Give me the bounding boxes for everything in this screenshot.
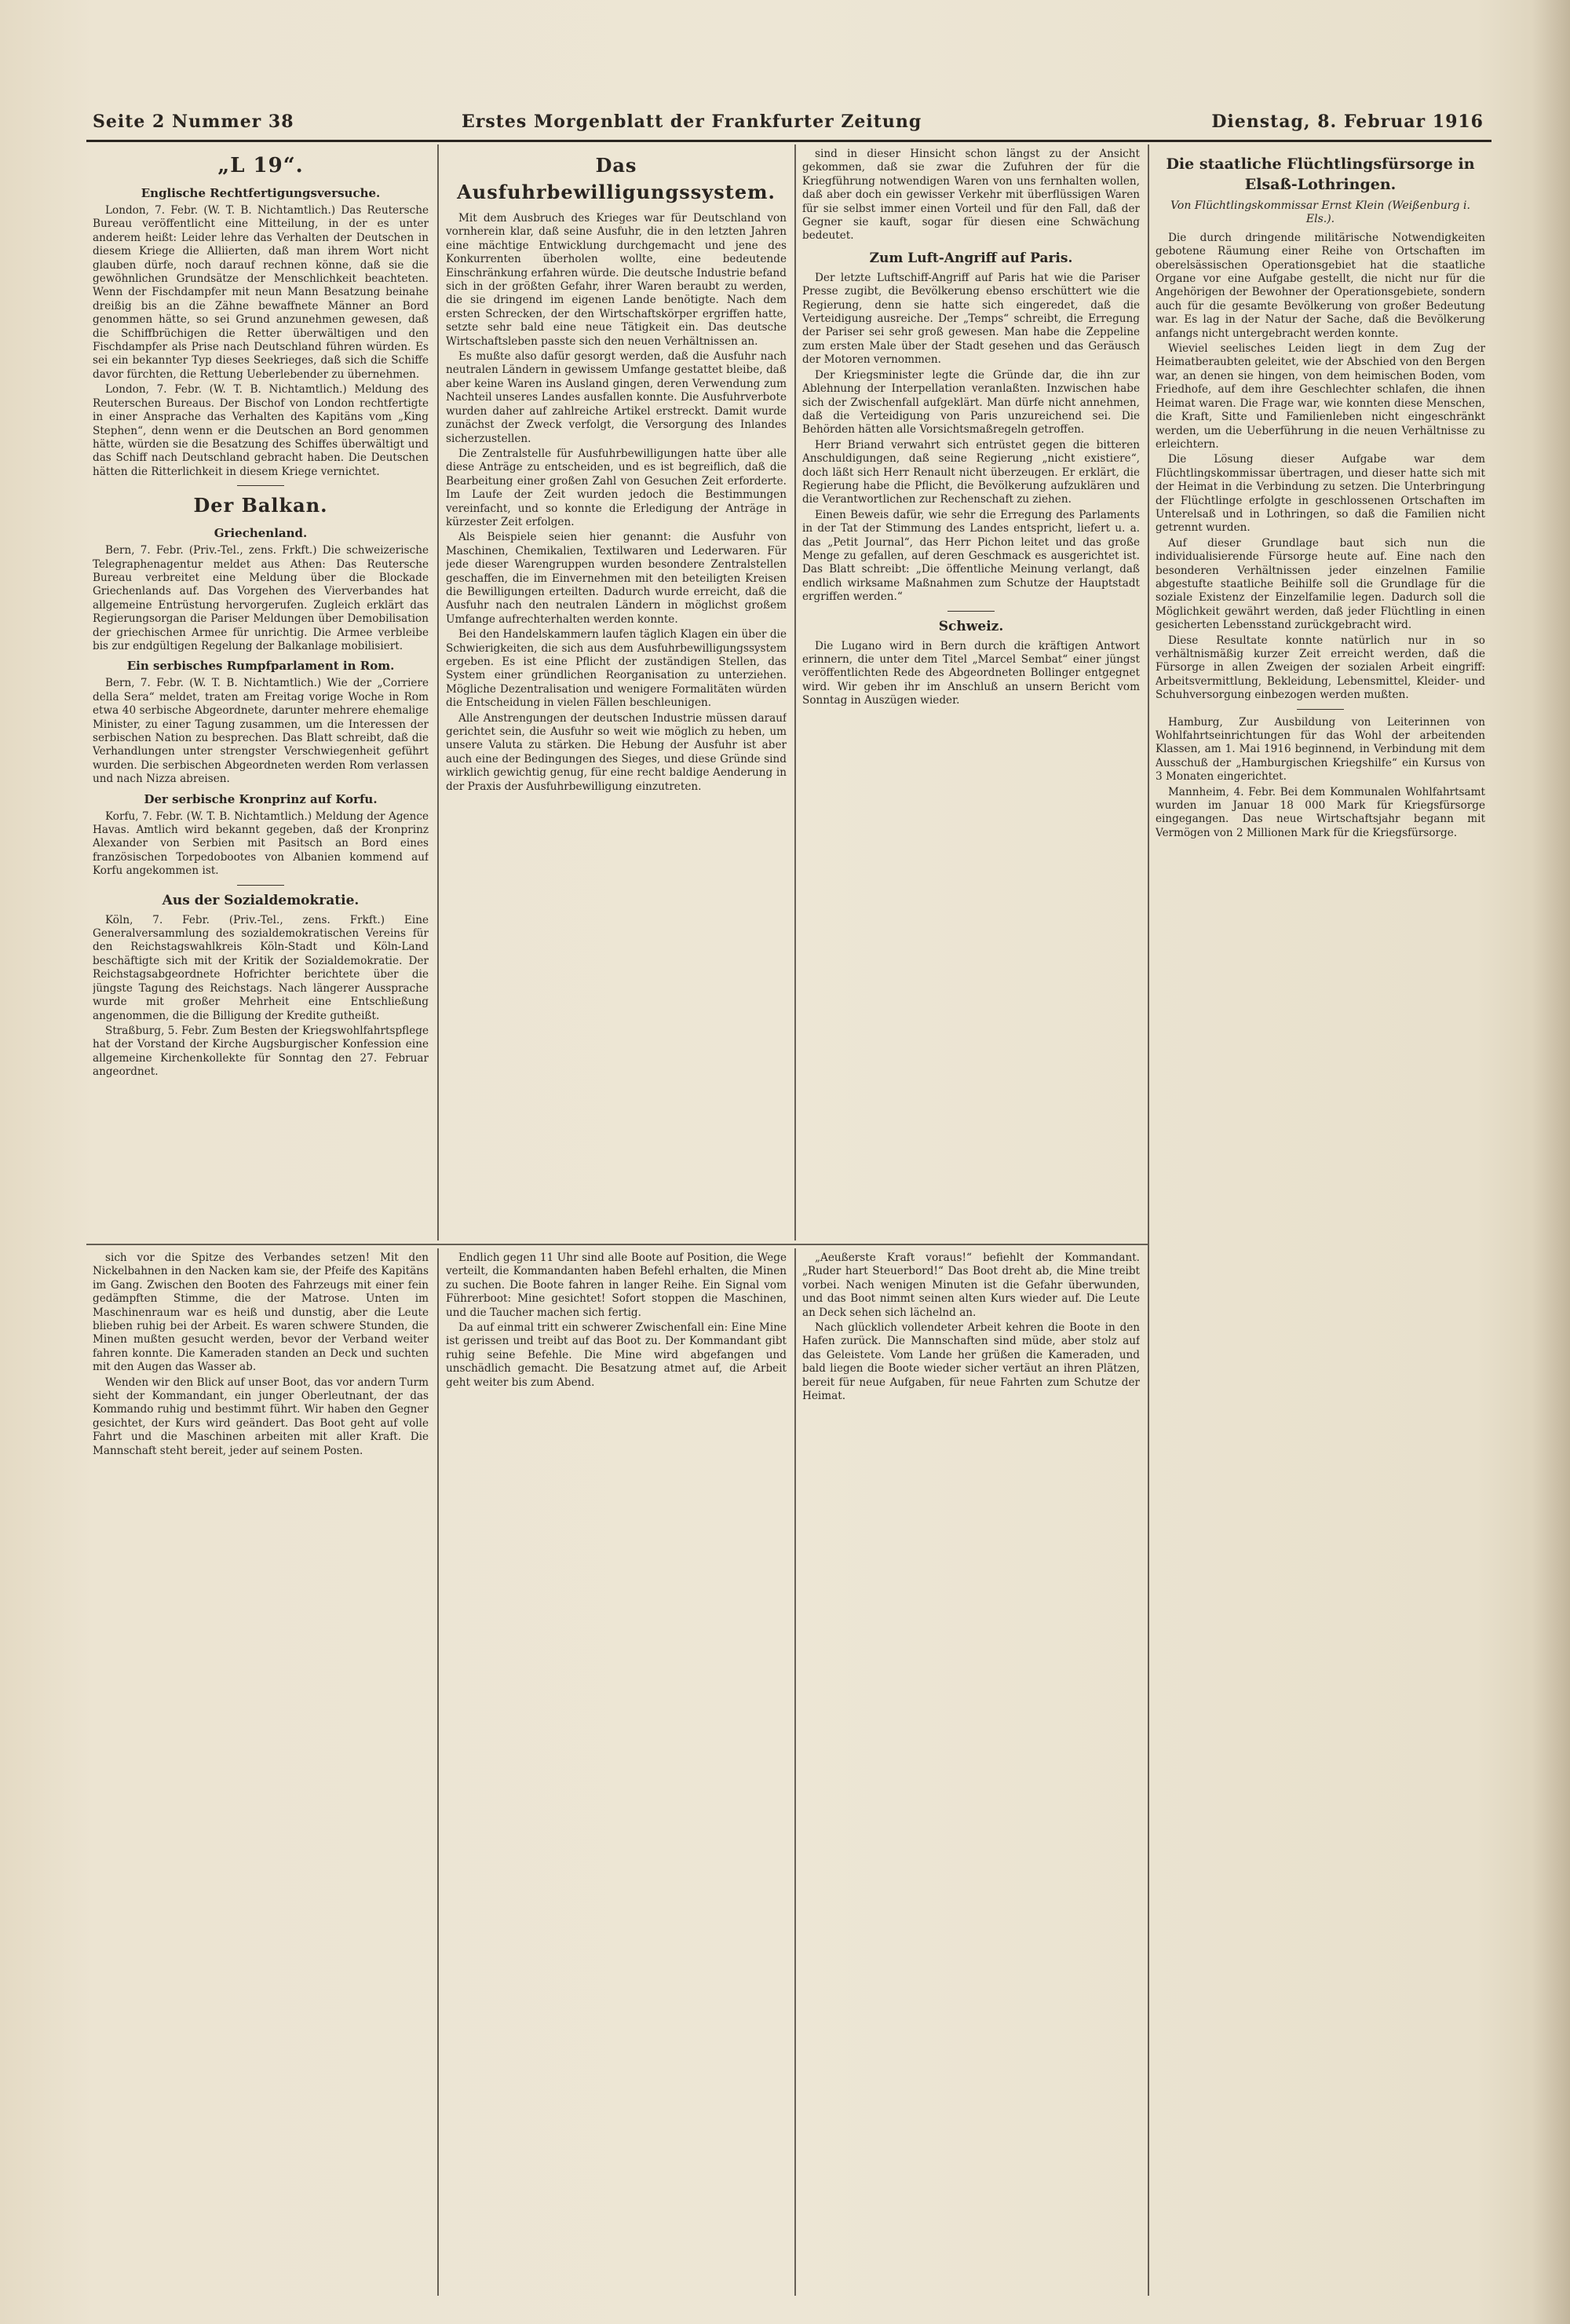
column-rule — [437, 1248, 439, 2296]
column-rule — [1148, 144, 1149, 2296]
feuilleton-column-3 — [802, 1252, 1140, 2296]
article-title: Das Ausfuhrbewilligungssystem. — [457, 154, 776, 203]
column-2 — [446, 148, 787, 1237]
article-paragraph: Herr Briand verwahrt sich entrüstet gegen die bitteren Anschuldigungen, daß seine Regierung „nicht existiere“, doch läßt sich Herr Renault nicht überzeugen. Er erklärt, die Regierung habe die Pflicht, die Bevölkerung aufzuklären und die Verantwortlichen zur Rechenschaft zu ziehen. — [802, 438, 1140, 506]
article-paragraph: Als Beispiele seien hier genannt: die Ausfuhr von Maschinen, Chemikalien, Textilwaren und Lederwaren. Für jede dieser Warengruppen wurden besondere Zentralstellen geschaffen, die im Einvernehmen mit den beteiligten Kreisen die Bewilligungen erteilten. Dadurch wurde erreicht, daß die Ausfuhr nach den neutralen Ländern in möglichst großem Umfange aufrechterhalten werden konnte. — [446, 531, 787, 626]
page-edge-shadow — [1532, 0, 1570, 2324]
article-paragraph: London, 7. Febr. (W. T. B. Nichtamtlich.) Das Reutersche Bureau veröffentlicht eine Mitteilung, in der es unter anderem heißt: Leider lehre das Verhalten der Deutschen in diesem Kriege die Alliierten, daß man ihrem Wort nicht glauben dürfe, noch darauf rechnen könne, daß sie die gewöhnlichen Grundsätze der Menschlichkeit beachteten. Wenn der Fischdampfer mit neun Mann Besatzung beinahe dreißig bis an die Zähne bewaffnete Männer an Bord genommen hätte, so sei Grund anzunehmen gewesen, daß die Schiffbrüchigen die Retter überwältigen und den Fischdampfer als Prise nach Deutschland führen würden. Es sei ein bekannter Typ dieses Seekrieges, daß sich die Schiffe davor fürchten, die Rettung Ueberlebender zu übernehmen. — [93, 204, 429, 381]
feuilleton-paragraph: Nach glücklich vollendeter Arbeit kehren die Boote in den Hafen zurück. Die Mannschaften sind müde, aber stolz auf das Geleistete. Vom Lande her grüßen die Kameraden, und bald liegen die Boote wieder sicher vertäut an ihren Plätzen, bereit für neue Aufgaben, für neue Fahrten zum Schutze der Heimat. — [802, 1321, 1140, 1403]
article-paragraph: Bern, 7. Febr. (W. T. B. Nichtamtlich.) Wie der „Corriere della Sera“ meldet, traten am Freitag vorige Woche in Rom etwa 40 serbische Abgeordnete, darunter mehrere ehemalige Minister, zu einer Tagung zusammen, um die Interessen der serbischen Nation zu besprechen. Das Blatt schreibt, daß die Verhandlungen unter strengster Verschwiegenheit geführt wurden. Die serbischen Abgeordneten werden Rom verlassen und nach Nizza abreisen. — [93, 677, 429, 786]
article-subtitle: Der serbische Kronprinz auf Korfu. — [144, 791, 378, 806]
article-paragraph: Hamburg, Zur Ausbildung von Leiterinnen von Wohlfahrtseinrichtungen für das Wohl der arbeitenden Klassen, am 1. Mai 1916 beginnend, in Verbindung mit dem Ausschuß der „Hamburgischen Kriegshilfe“ ein Kursus von 3 Monaten eingerichtet. — [1156, 715, 1485, 784]
article-paragraph: Die Lugano wird in Bern durch die kräftigen Antwort erinnern, die unter dem Titel „Marcel Sembat“ einer jüngst veröffentlichten Rede des Abgeordneten Bollinger entgegnet wird. Wir geben ihr im Anschluß an unsern Bericht vom Sonntag in Auszügen wieder. — [802, 639, 1140, 707]
feuilleton-paragraph: Wenden wir den Blick auf unser Boot, das vor andern Turm sieht der Kommandant, ein junger Oberleutnant, der das Kommando ruhig und bestimmt führt. Wir haben den Gegner gesichtet, der Kurs wird geändert. Das Boot geht auf volle Fahrt und die Maschinen arbeiten mit aller Kraft. Die Mannschaft steht bereit, jeder auf seinem Posten. — [93, 1376, 429, 1457]
article-paragraph: Bern, 7. Febr. (Priv.-Tel., zens. Frkft.) Die schweizerische Telegraphenagentur meldet aus Athen: Das Reutersche Bureau verbreitet eine Meldung über die Blockade Griechenlands auf. Das Vorgehen des Vierverbandes hat allgemeine Entrüstung hervorgerufen. Zugleich erklärt das Regierungsorgan die Pariser Meldungen über Demobilisation der griechischen Armee für unrichtig. Die Armee verbleibe bis zur endgültigen Regelung der Balkanlage mobilisiert. — [93, 544, 429, 652]
feuilleton-paragraph: sich vor die Spitze des Verbandes setzen! Mit den Nickelbahnen in den Nacken kam sie, der Pfeife des Kapitäns im Gang. Zwischen den Booten des Fahrzeugs mit einer fein gedämpften Stimme, die der Matrose. Unten im Maschinenraum war es heiß und dunstig, aber die Leute blieben ruhig bei der Arbeit. Es waren schwere Stunden, die Minen mußten gesucht werden, bevor der Verband weiter fahren konnte. Die Kameraden standen an Deck und suchten mit den Augen das Wasser ab. — [93, 1252, 429, 1374]
article-paragraph: Auf dieser Grundlage baut sich nun die individualisierende Fürsorge heute auf. Eine nach den besonderen Verhältnissen jeder einzelnen Familie abgestufte staatliche Beihilfe soll die Grundlage für die soziale Existenz der Einzelfamilie legen. Dadurch soll die Möglichkeit gewährt werden, daß jeder Flüchtling in einen gesicherten Lebensstand zurückgebracht wird. — [1156, 536, 1485, 632]
article-subtitle: Englische Rechtfertigungsversuche. — [141, 186, 381, 200]
feuilleton-paragraph: „Aeußerste Kraft voraus!“ befiehlt der Kommandant. „Ruder hart Steuerbord!“ Das Boot dreht ab, die Mine treibt vorbei. Nach wenigen Minuten ist die Gefahr überwunden, und das Boot nimmt seinen alten Kurs wieder auf. Die Leute an Deck sehen sich lächelnd an. — [802, 1252, 1140, 1319]
article-title: Die staatliche Flüchtlingsfürsorge in Elsaß-Lothringen. — [1166, 155, 1475, 193]
column-4 — [1156, 148, 1485, 2296]
article-byline: Von Flüchtlingskommissar Ernst Klein (Weißenburg i. Els.). — [1170, 199, 1470, 226]
article-paragraph: Einen Beweis dafür, wie sehr die Erregung des Parlaments in der Tat der Stimmung des Landes entspricht, liefert u. a. das „Petit Journal“, das Herr Pichon leitet und das große Menge zu gefallen, auf deren Geschmack es ausgerichtet ist. Das Blatt schreibt: „Die öffentliche Meinung verlangt, daß endlich wirksame Maßnahmen zum Schutze der Hauptstadt ergriffen werden.“ — [802, 508, 1140, 604]
feuilleton-rule — [86, 1244, 1148, 1245]
separator — [1297, 709, 1344, 710]
column-rule — [437, 144, 439, 1241]
feuilleton-paragraph: Da auf einmal tritt ein schwerer Zwischenfall ein: Eine Mine ist gerissen und treibt auf das Boot zu. Der Kommandant gibt ruhig seine Befehle. Die Mine wird abgefangen und unschädlich gemacht. Die Besatzung atmet auf, die Arbeit geht weiter bis zum Abend. — [446, 1321, 787, 1389]
article-paragraph: Bei den Handelskammern laufen täglich Klagen ein über die Schwierigkeiten, die sich aus dem Ausfuhrbewilligungssystem ergeben. Es ist eine Pflicht der zuständigen Stellen, das System einer gründlichen Reorganisation zu unterziehen. Mögliche Dezentralisation und wenigere Formalitäten würden die Entscheidung in vielen Fällen beschleunigen. — [446, 628, 787, 710]
article-paragraph: Diese Resultate konnte natürlich nur in so verhältnismäßig kurzer Zeit erreicht werden, daß die Fürsorge in allen Zweigen der sozialen Arbeit eingriff: Arbeitsvermittlung, Bekleidung, Lebensmittel, Kleider- und Schuhversorgung einbezogen werden mußten. — [1156, 634, 1485, 702]
article-title: „L 19“. — [217, 154, 304, 177]
section-heading: Schweiz. — [938, 618, 1004, 634]
article-paragraph: sind in dieser Hinsicht schon längst zu der Ansicht gekommen, daß sie zwar die Zufuhren der für die Kriegführung notwendigen Waren von uns fernhalten wollen, daß aber doch ein gewisser Verkehr mit überflüssigen Waren für sie selbst immer einen Vorteil und für den Fall, daß der Gegner sie kauft, sogar für diesen eine Schwächung bedeutet. — [802, 148, 1140, 243]
separator — [947, 611, 995, 612]
article-paragraph: Die durch dringende militärische Notwendigkeiten gebotene Räumung einer Reihe von Ortschaften im oberelsässischen Operationsgebiet hat die staatliche Organe vor eine Aufgabe gestellt, die nicht nur für die Angehörigen der Bewohner der Operationsgebiete, sondern auch für die gesamte Bevölkerung von großer Bedeutung war. Es lag in der Natur der Sache, daß die Bevölkerung anfangs nicht untergebracht werden konnte. — [1156, 231, 1485, 340]
feuilleton-column-1 — [93, 1252, 429, 2296]
section-heading: Zum Luft-Angriff auf Paris. — [869, 250, 1073, 266]
article-paragraph: Mit dem Ausbruch des Krieges war für Deutschland von vornherein klar, daß seine Ausfuhr, die in den letzten Jahren eine mächtige Entwicklung durchgemacht und jene des Konkurrenten überholen wollte, eine bedeutende Einschränkung erfahren würde. Die deutsche Industrie befand sich in der größten Gefahr, ihrer Waren beraubt zu werden, die sie dringend im eigenen Lande benötigte. Nach dem ersten Schrecken, der den Wirtschaftskörper ergriffen hatte, setzte sehr bald eine neue Tätigkeit ein. Das deutsche Wirtschaftsleben passte sich den neuen Verhältnissen an. — [446, 212, 787, 348]
article-subtitle: Griechenland. — [214, 526, 308, 541]
article-paragraph: Mannheim, 4. Febr. Bei dem Kommunalen Wohlfahrtsamt wurden im Januar 18 000 Mark für Kriegsfürsorge eingegangen. Das neue Wirtschaftsjahr begann mit Vermögen von 2 Millionen Mark für die Kriegsfürsorge. — [1156, 785, 1485, 839]
article-paragraph: Der letzte Luftschiff-Angriff auf Paris hat wie die Pariser Presse zugibt, die Bevölkerung ebenso erschüttert wie die Regierung, denn sie hatte sich eingeredet, daß die Verteidigung ausreiche. Der „Temps“ schreibt, die Erregung der Pariser sei sehr groß gewesen. Man habe die Zeppeline zum ersten Male über der Stadt gesehen und das Geräusch der Motoren vernommen. — [802, 271, 1140, 367]
article-subtitle: Ein serbisches Rumpfparlament in Rom. — [126, 659, 395, 674]
header-page-number: Seite 2 Nummer 38 — [93, 111, 294, 132]
header-date: Dienstag, 8. Februar 1916 — [1211, 111, 1484, 132]
article-paragraph: London, 7. Febr. (W. T. B. Nichtamtlich.) Meldung des Reuterschen Bureaus. Der Bischof von London rechtfertigte in einer Ansprache das Verhalten des Kapitäns vom „King Stephen“, denn wenn er die Deutschen an Bord genommen hätte, würden sie die Besatzung des Schiffes überwältigt und das Schiff nach Deutschland gebracht haben. Die Deutschen hätten die Ritterlichkeit in diesem Kriege vernichtet. — [93, 383, 429, 478]
article-paragraph: Köln, 7. Febr. (Priv.-Tel., zens. Frkft.) Eine Generalversammlung des sozialdemokratischen Vereins für den Reichstagswahlkreis Köln-Stadt und Köln-Land beschäftigte sich mit der Kritik der Sozialdemokratie. Der Reichstagsabgeordnete Hofrichter berichtete über die jüngste Tagung des Reichstags. Nach längerer Aussprache wurde mit großer Mehrheit eine Entschließung angenommen, die die Billigung der Kredite gutheißt. — [93, 913, 429, 1022]
separator — [237, 485, 284, 486]
column-rule — [794, 144, 796, 1241]
article-paragraph: Es mußte also dafür gesorgt werden, daß die Ausfuhr nach neutralen Ländern in gewissem Umfange gestattet bleibe, daß aber keine Waren ins Ausland gingen, deren Verwendung zum Nachteil unseres Landes ausfallen konnte. Die Ausfuhrverbote wurden daher auf zahlreiche Artikel erstreckt. Damit wurde zunächst der Zweck verfolgt, die Versorgung des Inlandes sicherzustellen. — [446, 350, 787, 445]
column-3 — [802, 148, 1140, 1237]
column-1 — [93, 148, 429, 1237]
section-heading: Aus der Sozialdemokratie. — [162, 892, 360, 908]
article-paragraph: Die Zentralstelle für Ausfuhrbewilligungen hatte über alle diese Anträge zu entscheiden, und es ist begreiflich, daß die Bearbeitung einer großen Zahl von Gesuchen Zeit erforderte. Im Laufe der Zeit wurden jedoch die Bestimmungen vereinfacht, und so konnte die Erledigung der Anträge in kürzester Zeit erfolgen. — [446, 447, 787, 528]
header-rule — [86, 140, 1492, 142]
column-rule — [794, 1248, 796, 2296]
feuilleton-paragraph: Endlich gegen 11 Uhr sind alle Boote auf Position, die Wege verteilt, die Kommandanten haben Befehl erhalten, die Minen zu suchen. Die Boote fahren in langer Reihe. Ein Signal vom Führerboot: Mine gesichtet! Sofort stoppen die Maschinen, und die Taucher machen sich fertig. — [446, 1252, 787, 1319]
article-paragraph: Straßburg, 5. Febr. Zum Besten der Kriegswohlfahrtspflege hat der Vorstand der Kirche Augsburgischer Konfession eine allgemeine Kirchenkollekte für Sonntag den 27. Februar angeordnet. — [93, 1024, 429, 1079]
article-paragraph: Alle Anstrengungen der deutschen Industrie müssen darauf gerichtet sein, die Ausfuhr so weit wie möglich zu heben, um unsere Valuta zu stärken. Die Hebung der Ausfuhr ist aber auch eine der Bedingungen des Sieges, und diese Gründe sind wirklich gewichtig genug, für eine recht baldige Aenderung in der Praxis der Ausfuhrbewilligung einzutreten. — [446, 711, 787, 793]
separator — [237, 885, 284, 886]
page-header — [93, 108, 1484, 137]
article-paragraph: Wieviel seelisches Leiden liegt in dem Zug der Heimatberaubten geleitet, wie der Abschied von den Bergen war, an denen sie hingen, von dem heimischen Boden, vom Friedhofe, auf dem ihre Geschlechter schlafen, die ihnen Heimat waren. Die Frage war, wie konnten diese Menschen, die Kraft, Sitte und Familienleben nicht eingeschränkt werden, um die Ueberführung in die neuen Verhältnisse zu erleichtern. — [1156, 342, 1485, 451]
section-heading: Der Balkan. — [193, 494, 328, 517]
article-paragraph: Die Lösung dieser Aufgabe war dem Flüchtlingskommissar übertragen, und dieser hatte sich mit der Heimat in die Verbindung zu setzen. Die Unterbringung der Flüchtlinge erfolgte in geschlossenen Ortschaften im Unterelsaß und in Lothringen, so daß die Familien nicht getrennt wurden. — [1156, 453, 1485, 535]
header-masthead: Erstes Morgenblatt der Frankfurter Zeitung — [462, 111, 922, 132]
article-paragraph: Korfu, 7. Febr. (W. T. B. Nichtamtlich.) Meldung der Agence Havas. Amtlich wird bekannt gegeben, daß der Kronprinz Alexander von Serbien mit Pasitsch an Bord eines französischen Torpedobootes von Albanien kommend auf Korfu angekommen ist. — [93, 809, 429, 878]
article-paragraph: Der Kriegsminister legte die Gründe dar, die ihn zur Ablehnung der Interpellation veranlaßten. Inzwischen habe sich der Zwischenfall aufgeklärt. Man dürfe nicht annehmen, daß die Verteidigung von Paris unzureichend sei. Die Behörden hätten alle Vorsichtsmaßregeln getroffen. — [802, 368, 1140, 437]
feuilleton-column-2 — [446, 1252, 787, 2296]
